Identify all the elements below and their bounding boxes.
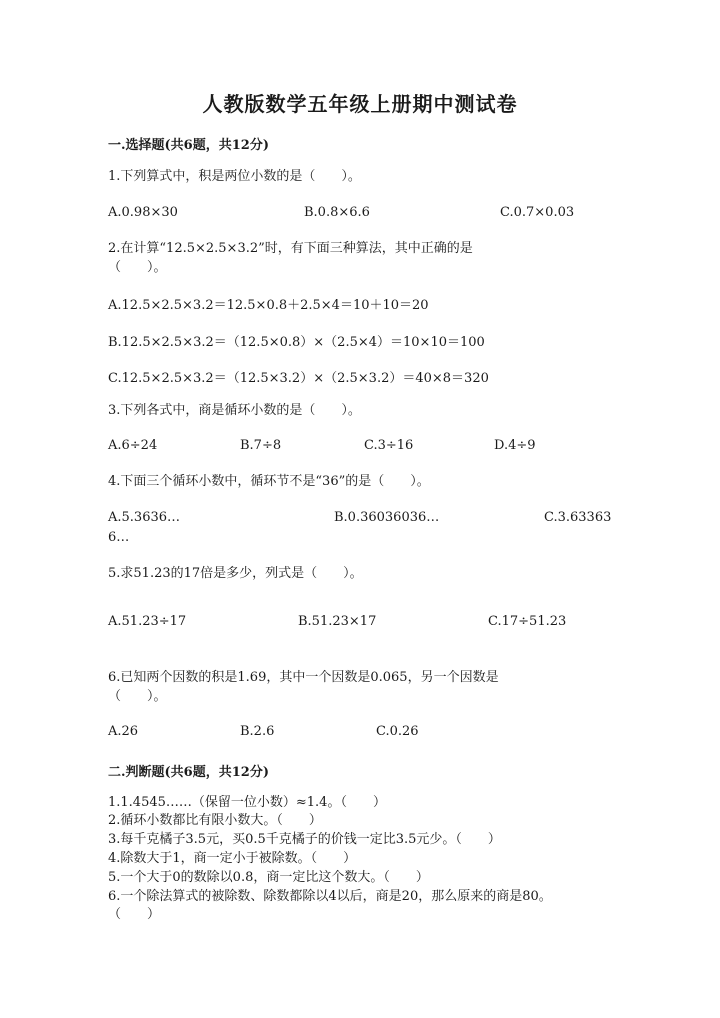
- judge-item-2: 2.循环小数都比有限小数大。（ ）: [108, 813, 322, 828]
- judge-item-1: 1.1.4545……（保留一位小数）≈1.4。（ ）: [108, 795, 386, 810]
- question-6-stem-line2: （ ）。: [108, 689, 167, 704]
- section-heading-choice: 一.选择题(共6题，共12分): [108, 138, 269, 153]
- question-4-option-a: A.5.3636…: [108, 510, 181, 525]
- judge-item-5: 5.一个大于0的数除以0.8，商一定比这个数大。（ ）: [108, 870, 429, 885]
- question-6-stem-line1: 6.已知两个因数的积是1.69，其中一个因数是0.065，另一个因数是: [108, 670, 499, 685]
- section-heading-judgement: 二.判断题(共6题，共12分): [108, 765, 269, 780]
- question-2-stem-line2: （ ）。: [108, 260, 167, 275]
- question-3-option-d: D.4÷9: [494, 438, 536, 453]
- question-1-option-c: C.0.7×0.03: [500, 205, 575, 220]
- question-5-option-a: A.51.23÷17: [108, 614, 187, 629]
- question-4-option-c: C.3.63363: [544, 510, 612, 525]
- question-5-option-b: B.51.23×17: [298, 614, 377, 629]
- question-3-option-c: C.3÷16: [364, 438, 414, 453]
- question-6-option-a: A.26: [108, 724, 139, 739]
- question-5-stem: 5.求51.23的17倍是多少，列式是（ ）。: [108, 566, 363, 581]
- question-2-stem-line1: 2.在计算“12.5×2.5×3.2”时，有下面三种算法，其中正确的是: [108, 241, 473, 256]
- question-1-option-b: B.0.8×6.6: [304, 205, 370, 220]
- question-4-option-b: B.0.36036036…: [334, 510, 440, 525]
- question-6-option-b: B.2.6: [240, 724, 275, 739]
- question-4-stem: 4.下面三个循环小数中，循环节不是“36”的是（ ）。: [108, 474, 430, 489]
- question-1-option-a: A.0.98×30: [108, 205, 178, 220]
- question-2-option-a: A.12.5×2.5×3.2＝12.5×0.8＋2.5×4＝10＋10＝20: [108, 298, 429, 313]
- question-5-option-c: C.17÷51.23: [488, 614, 567, 629]
- judge-item-3: 3.每千克橘子3.5元，买0.5千克橘子的价钱一定比3.5元少。（ ）: [108, 832, 501, 847]
- question-2-option-c: C.12.5×2.5×3.2＝（12.5×3.2）×（2.5×3.2）＝40×8＝320: [108, 371, 489, 386]
- question-6-option-c: C.0.26: [376, 724, 419, 739]
- page-title: 人教版数学五年级上册期中测试卷: [202, 92, 518, 116]
- question-3-option-a: A.6÷24: [108, 438, 158, 453]
- question-2-option-b: B.12.5×2.5×3.2＝（12.5×0.8）×（2.5×4）＝10×10＝100: [108, 335, 485, 350]
- question-3-stem: 3.下列各式中，商是循环小数的是（ ）。: [108, 403, 361, 418]
- question-4-option-c-wrap: 6…: [108, 530, 130, 545]
- judge-item-4: 4.除数大于1，商一定小于被除数。（ ）: [108, 851, 357, 866]
- question-1-stem: 1.下列算式中，积是两位小数的是（ ）。: [108, 169, 361, 184]
- question-3-option-b: B.7÷8: [240, 438, 282, 453]
- judge-item-6: 6.一个除法算式的被除数、除数都除以4以后，商是20，那么原来的商是80。: [108, 889, 552, 904]
- judge-item-6-wrap: （ ）: [108, 907, 161, 922]
